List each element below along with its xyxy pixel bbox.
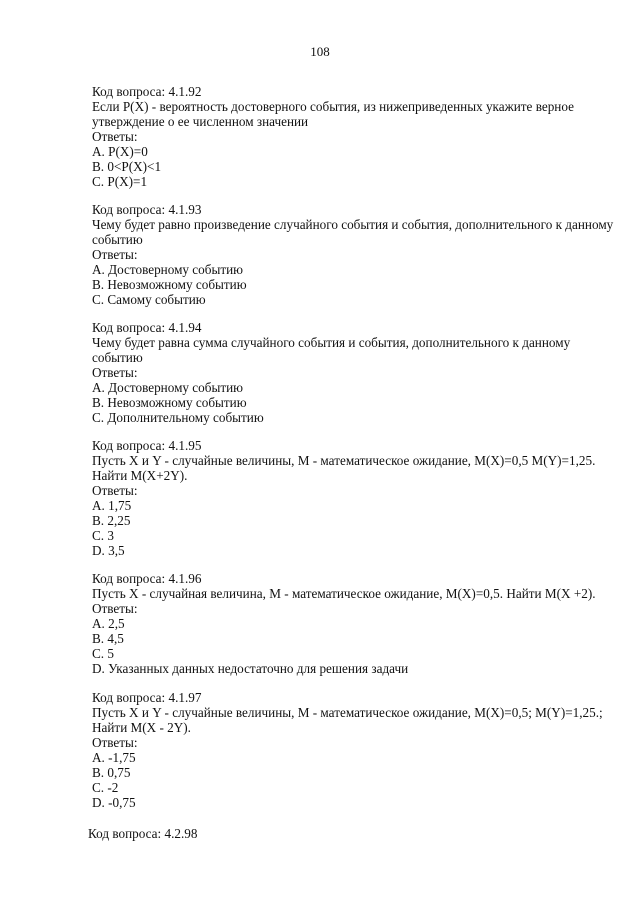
answer-option: B. Невозможному событию bbox=[92, 277, 247, 292]
question-text-line: событию bbox=[92, 232, 143, 247]
question-text-line: Чему будет равно произведение случайного события и события, дополнительного к данному bbox=[92, 217, 614, 232]
answer-option: B. Невозможному событию bbox=[92, 395, 247, 410]
question-block bbox=[92, 84, 612, 189]
answer-option: D. 3,5 bbox=[92, 543, 125, 558]
answers-label: Ответы: bbox=[92, 247, 138, 262]
question-code: Код вопроса: 4.2.98 bbox=[88, 826, 198, 841]
question-block bbox=[92, 438, 612, 558]
answer-option: B. 0<P(X)<1 bbox=[92, 159, 162, 174]
answer-option: D. Указанных данных недостаточно для решения задачи bbox=[92, 661, 409, 676]
question-text-line: утверждение о ее численном значении bbox=[92, 114, 309, 129]
answer-option: A. 1,75 bbox=[92, 498, 132, 513]
question-code: Код вопроса: 4.1.92 bbox=[92, 84, 202, 99]
answer-option: C. 5 bbox=[92, 646, 114, 661]
answers-label: Ответы: bbox=[92, 483, 138, 498]
question-text-line: Чему будет равна сумма случайного события и события, дополнительного к данному bbox=[92, 335, 571, 350]
answer-option: A. 2,5 bbox=[92, 616, 125, 631]
answer-option: C. P(X)=1 bbox=[92, 174, 148, 189]
question-text-line: Пусть X - случайная величина, M - математическое ожидание, M(X)=0,5. Найти M(X +2). bbox=[92, 586, 596, 601]
question-block bbox=[92, 690, 612, 810]
question-code: Код вопроса: 4.1.96 bbox=[92, 571, 202, 586]
answers-label: Ответы: bbox=[92, 365, 138, 380]
answers-label: Ответы: bbox=[92, 735, 138, 750]
question-text-line: Найти M(X+2Y). bbox=[92, 468, 188, 483]
answer-option: A. P(X)=0 bbox=[92, 144, 148, 159]
answer-option: C. -2 bbox=[92, 780, 119, 795]
question-code: Код вопроса: 4.1.93 bbox=[92, 202, 202, 217]
question-text-line: Пусть X и Y - случайные величины, M - математическое ожидание, M(X)=0,5 M(Y)=1,25. bbox=[92, 453, 596, 468]
answer-option: A. Достоверному событию bbox=[92, 380, 243, 395]
question-text-line: событию bbox=[92, 350, 143, 365]
answer-option: C. 3 bbox=[92, 528, 114, 543]
question-block bbox=[92, 320, 612, 425]
answer-option: D. -0,75 bbox=[92, 795, 136, 810]
question-block bbox=[92, 202, 612, 307]
answers-label: Ответы: bbox=[92, 601, 138, 616]
answer-option: C. Дополнительному событию bbox=[92, 410, 264, 425]
answer-option: A. Достоверному событию bbox=[92, 262, 243, 277]
question-code: Код вопроса: 4.1.95 bbox=[92, 438, 202, 453]
question-code: Код вопроса: 4.1.97 bbox=[92, 690, 202, 705]
answer-option: B. 2,25 bbox=[92, 513, 131, 528]
page-number: 108 bbox=[310, 44, 330, 59]
answers-label: Ответы: bbox=[92, 129, 138, 144]
question-text-line: Пусть X и Y - случайные величины, M - математическое ожидание, M(X)=0,5; M(Y)=1,25.; bbox=[92, 705, 603, 720]
question-code: Код вопроса: 4.1.94 bbox=[92, 320, 202, 335]
answer-option: B. 0,75 bbox=[92, 765, 131, 780]
question-block bbox=[92, 571, 612, 676]
answer-option: C. Самому событию bbox=[92, 292, 206, 307]
question-text-line: Если P(X) - вероятность достоверного события, из нижеприведенных укажите верное bbox=[92, 99, 574, 114]
answer-option: B. 4,5 bbox=[92, 631, 124, 646]
answer-option: A. -1,75 bbox=[92, 750, 136, 765]
question-text-line: Найти M(X - 2Y). bbox=[92, 720, 191, 735]
